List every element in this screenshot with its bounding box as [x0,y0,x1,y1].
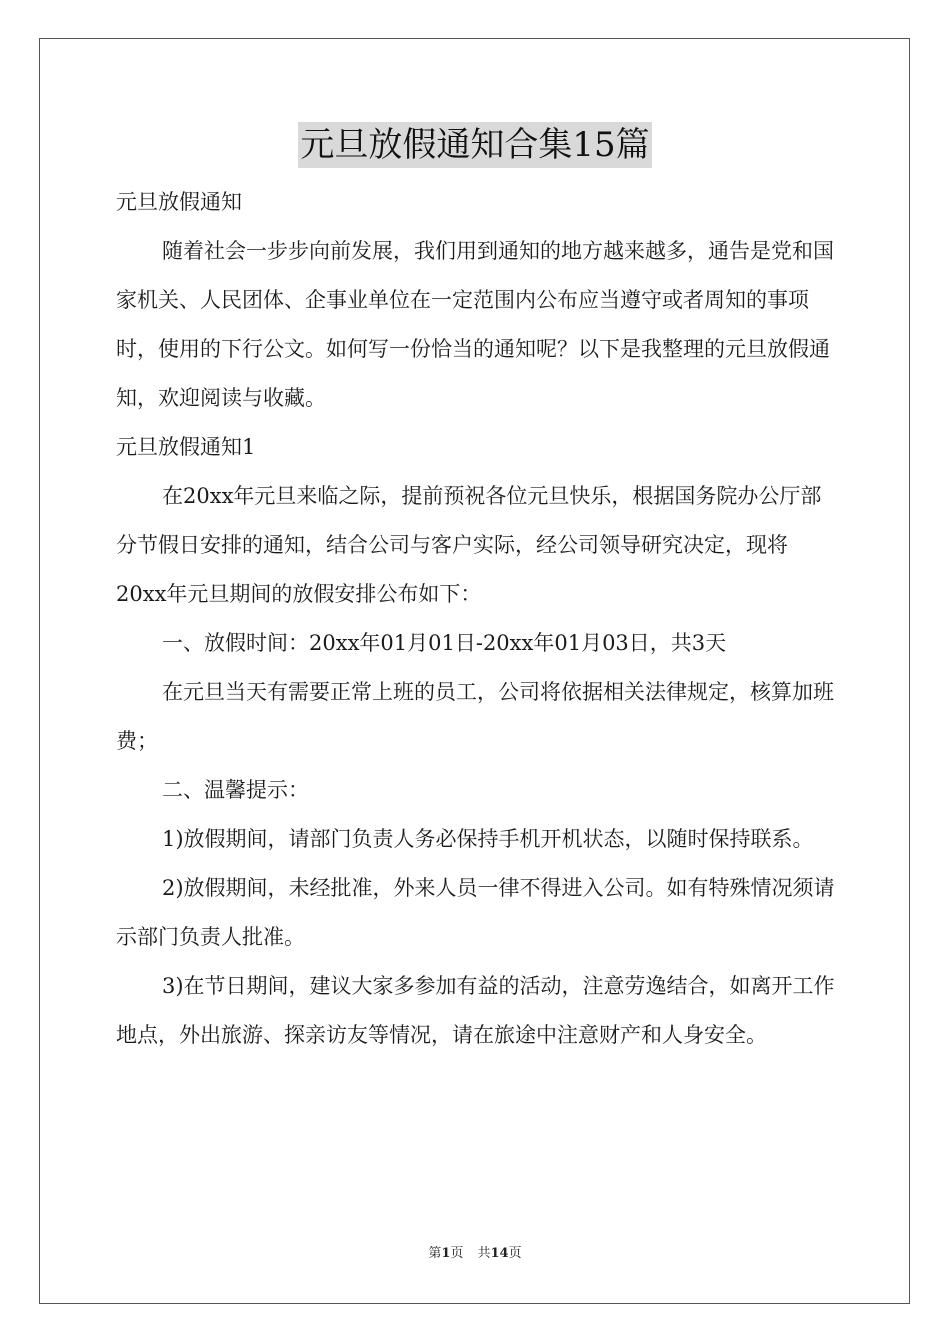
total-label-prefix: 共 [477,1246,491,1261]
body-paragraph: 在元旦当天有需要正常上班的员工，公司将依据相关法律规定，核算加班费； [116,680,834,753]
holiday-time-item: 一、放假时间：20xx年01月01日-20xx年01月03日，共3天 [162,631,727,655]
tip-item: 3)在节日期间，建议大家多参加有益的活动，注意劳逸结合，如离开工作地点，外出旅游、探亲访友等情况，请在旅途中注意财产和人身安全。 [116,974,835,1047]
total-pages: 14 [490,1246,509,1261]
tips-heading: 二、温馨提示： [162,778,309,802]
title-container [0,122,950,168]
tip-item: 1)放假期间，请部门负责人务必保持手机开机状态，以随时保持联系。 [162,827,814,851]
page-footer [0,1244,950,1264]
body-paragraph: 在20xx年元旦来临之际，提前预祝各位元旦快乐，根据国务院办公厅部分节假日安排的通知，结合公司与客户实际，经公司领导研究决定，现将20xx年元旦期间的放假安排公布如下： [116,484,822,606]
intro-paragraph: 随着社会一步步向前发展，我们用到通知的地方越来越多，通告是党和国家机关、人民团体、企事业单位在一定范围内公布应当遵守或者周知的事项时，使用的下行公文。如何写一份恰当的通知呢？以下是我整理的元旦放假通知，欢迎阅读与收藏。 [116,239,834,410]
page-number: 1 [441,1246,451,1261]
page-label-prefix: 第 [428,1246,442,1261]
document-body [116,178,836,1060]
section-heading: 元旦放假通知1 [116,435,256,459]
document-title: 元旦放假通知合集15篇 [298,122,651,168]
tip-item: 2)放假期间，未经批准，外来人员一律不得进入公司。如有特殊情况须请示部门负责人批准。 [116,876,835,949]
section-heading: 元旦放假通知 [116,190,242,214]
total-label-suffix: 页 [508,1246,522,1261]
page-label-suffix: 页 [450,1246,464,1261]
